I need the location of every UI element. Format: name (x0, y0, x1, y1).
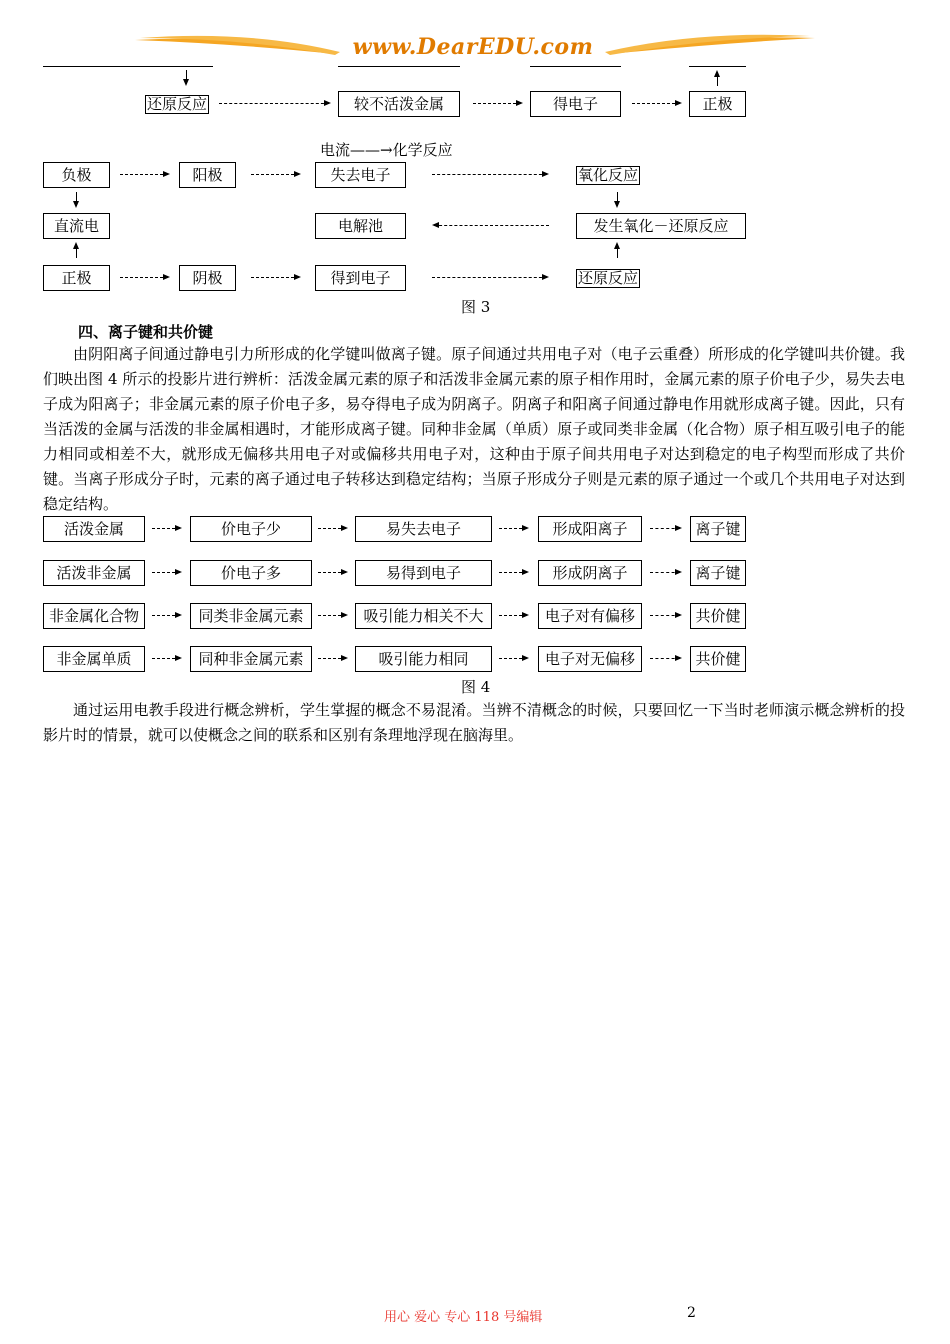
fig3-box-lose-electron: 失去电子 (315, 162, 406, 188)
fig3-top-line-3 (530, 66, 621, 67)
fig3-box-gain-electron: 得电子 (530, 91, 621, 117)
fig3-box-positive-pole-top: 正极 (689, 91, 746, 117)
fig3-top-line-4 (689, 66, 746, 67)
fig4-r1-c2: 价电子少 (190, 516, 312, 542)
fig3-top-line-1 (43, 66, 213, 67)
fig4-r1-c3: 易失去电子 (355, 516, 492, 542)
fig3-box-negative-pole: 负极 (43, 162, 110, 188)
fig4-r1-c1: 活泼金属 (43, 516, 145, 542)
fig4-r2-c4: 形成阴离子 (538, 560, 642, 586)
fig4-r1-arrow-1 (152, 528, 180, 529)
fig3-arrow-r3-1 (120, 277, 168, 278)
fig3-down-arrow-top (186, 70, 187, 84)
fig3-box-positive-pole: 正极 (43, 265, 110, 291)
fig3-arrow-r1-2 (251, 174, 299, 175)
fig4-r2-c1: 活泼非金属 (43, 560, 145, 586)
fig3-box-anode: 阳极 (179, 162, 236, 188)
fig3-box-electrolytic-cell: 电解池 (315, 213, 406, 239)
fig3-box-less-active-metal: 较不活泼金属 (338, 91, 460, 117)
fig3-down-arrow-left (76, 192, 77, 206)
fig4-r4-c4: 电子对无偏移 (538, 646, 642, 672)
section-paragraph: 由阴阳离子间通过静电引力所形成的化学键叫做离子键。原子间通过共用电子对（电子云重叠）所形成的化学键叫共价键。我们映出图 4 所示的投影片进行辨析：活泼金属元素的原子和活泼非金属元素的原子相作用时，金属元素的原子价电子少，易失去电子成为阳离子；非金属元素的原子价电子多，易夺得电子成为阴离子。阴离子和阳离子间通过静电作用就形成离子键。因此，只有当活泼的金属与活泼的非金属相遇时，才能形成离子键。同种非金属（单质）原子或同类非金属（化合物）原子相互吸引电子的能力相同或相差不大，就形成无偏移共用电子对或偏移共用电子对，这种由于原子间共用电子对达到稳定的电子构型而形成了共价键。当离子形成分子时，元素的离子通过电子转移达到稳定结构；当原子形成分子则是元素的原子通过一个或几个共用电子对达到稳定结构。 (43, 345, 905, 513)
fig4-r2-arrow-2 (318, 572, 346, 573)
fig3-box-cathode: 阴极 (179, 265, 236, 291)
fig3-current-label: 电流——→化学反应 (320, 141, 453, 159)
fig3-box-redox: 发生氧化－还原反应 (576, 213, 746, 239)
fig4-r1-c4: 形成阳离子 (538, 516, 642, 542)
fig3-arrow-t3 (632, 103, 680, 104)
fig4-r4-c1: 非金属单质 (43, 646, 145, 672)
fig4-r2-arrow-1 (152, 572, 180, 573)
fig4-r3-c1: 非金属化合物 (43, 603, 145, 629)
fig4-r2-c3: 易得到电子 (355, 560, 492, 586)
fig3-arrow-r3-2 (251, 277, 299, 278)
fig4-r2-c5: 离子键 (690, 560, 746, 586)
fig4-r3-arrow-3 (499, 615, 527, 616)
fig3-top-line-2 (338, 66, 460, 67)
fig4-r3-arrow-2 (318, 615, 346, 616)
fig4-r4-arrow-3 (499, 658, 527, 659)
fig3-box-get-electron: 得到电子 (315, 265, 406, 291)
fig4-r4-c2: 同种非金属元素 (190, 646, 312, 672)
fig4-r4-arrow-2 (318, 658, 346, 659)
fig4-r3-c4: 电子对有偏移 (538, 603, 642, 629)
fig4-r3-c3: 吸引能力相关不大 (355, 603, 492, 629)
fig4-r3-arrow-1 (152, 615, 180, 616)
fig3-arrow-t2 (473, 103, 521, 104)
fig4-r1-arrow-2 (318, 528, 346, 529)
fig3-down-arrow-right (617, 192, 618, 206)
fig3-arrow-r1-3 (432, 174, 547, 175)
fig4-r2-arrow-3 (499, 572, 527, 573)
fig3-box-dc-power: 直流电 (43, 213, 110, 239)
fig3-box-reduction: 还原反应 (578, 269, 639, 287)
header-logo (130, 28, 820, 68)
fig4-r4-c5: 共价健 (690, 646, 746, 672)
page-number: 2 (687, 1305, 696, 1321)
section-heading: 四、离子键和共价键 (78, 323, 214, 341)
fig4-r3-c2: 同类非金属元素 (190, 603, 312, 629)
fig4-r1-c5: 离子键 (690, 516, 746, 542)
closing-paragraph: 通过运用电教手段进行概念辨析，学生掌握的概念不易混淆。当辨不清概念的时候，只要回忆一下当时老师演示概念辨析的投影片时的情景，就可以使概念之间的联系和区别有条理地浮现在脑海里。 (43, 701, 905, 744)
fig3-arrow-r3-3 (432, 277, 547, 278)
fig4-caption: 图 4 (461, 678, 491, 696)
fig4-r3-arrow-4 (650, 615, 680, 616)
fig3-up-arrow-left (76, 244, 77, 258)
fig4-r2-c2: 价电子多 (190, 560, 312, 586)
fig3-box-oxidation: 氧化反应 (578, 166, 639, 184)
fig3-arrow-r2 (434, 225, 549, 226)
fig3-up-arrow-right (617, 244, 618, 258)
fig4-r3-c5: 共价健 (690, 603, 746, 629)
fig4-r4-arrow-1 (152, 658, 180, 659)
logo-text: www.DearEDU.com (352, 34, 594, 60)
fig4-r1-arrow-3 (499, 528, 527, 529)
fig4-r4-c3: 吸引能力相同 (355, 646, 492, 672)
fig3-caption: 图 3 (461, 298, 491, 316)
fig3-arrow-r1-1 (120, 174, 168, 175)
fig3-up-arrow-top (717, 72, 718, 86)
fig3-box-reduction-top: 还原反应 (147, 95, 208, 113)
fig4-r2-arrow-4 (650, 572, 680, 573)
fig4-r1-arrow-4 (650, 528, 680, 529)
footer-slogan: 用心 爱心 专心 118 号编辑 (384, 1310, 543, 1325)
fig3-arrow-t1 (219, 103, 329, 104)
fig4-r4-arrow-4 (650, 658, 680, 659)
